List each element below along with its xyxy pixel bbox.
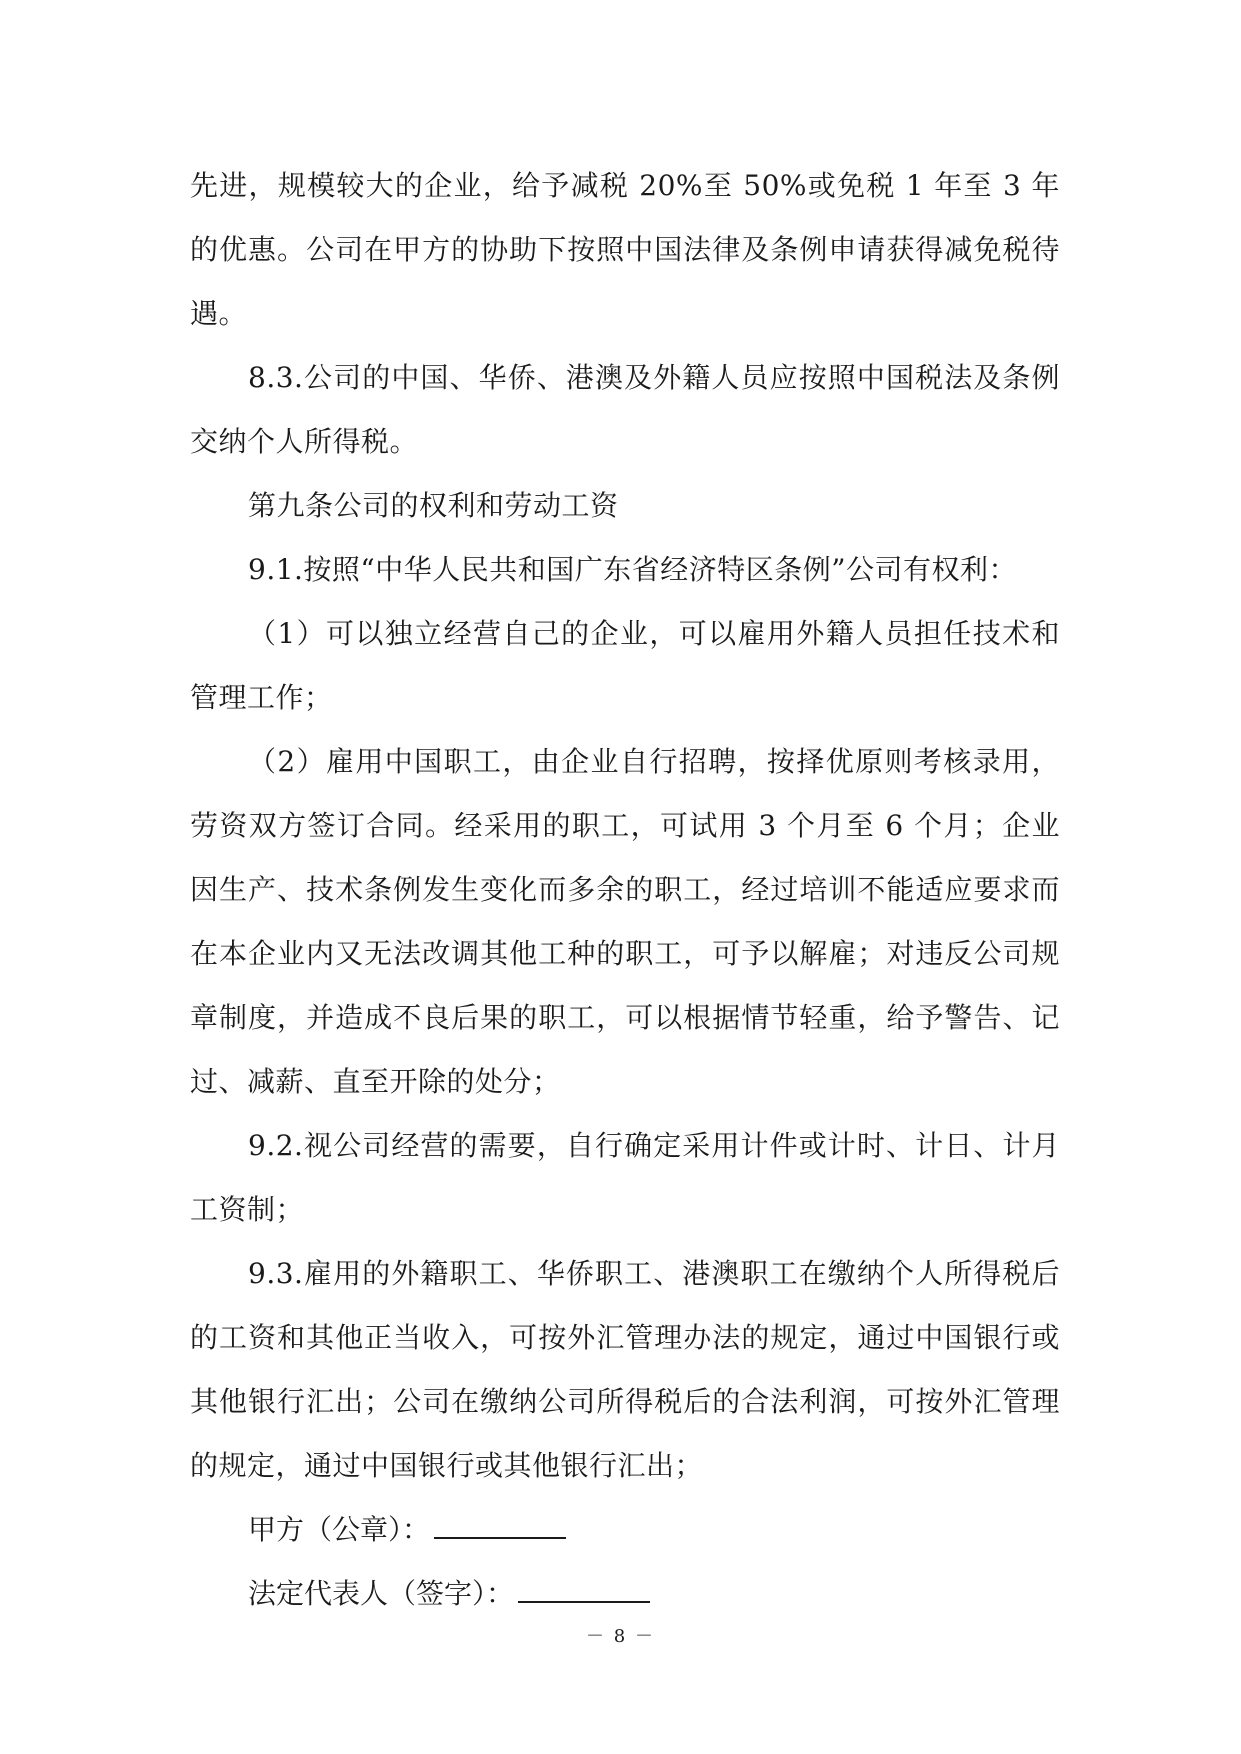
party-a-seal-line xyxy=(190,1498,1060,1562)
paragraph-9-3: 9.3.雇用的外籍职工、华侨职工、港澳职工在缴纳个人所得税后的工资和其他正当收入，可按外汇管理办法的规定，通过中国银行或其他银行汇出；公司在缴纳公司所得税后的合法利润，可按外汇管理的规定，通过中国银行或其他银行汇出； xyxy=(190,1257,1060,1482)
party-a-seal-blank xyxy=(434,1509,566,1539)
article-9-heading: 第九条公司的权利和劳动工资 xyxy=(248,489,619,522)
paragraph-9-2: 9.2.视公司经营的需要，自行确定采用计件或计时、计日、计月工资制； xyxy=(190,1129,1060,1226)
paragraph-8-3: 8.3.公司的中国、华侨、港澳及外籍人员应按照中国税法及条例交纳个人所得税。 xyxy=(190,361,1060,458)
paragraph-9-1: 9.1.按照“中华人民共和国广东省经济特区条例”公司有权利： xyxy=(248,553,1018,586)
party-a-seal-label: 甲方（公章）： xyxy=(248,1513,431,1546)
paragraph-9-1-item-1: （1）可以独立经营自己的企业，可以雇用外籍人员担任技术和管理工作； xyxy=(190,617,1060,714)
paragraph-9-1-item-2: （2）雇用中国职工，由企业自行招聘，按择优原则考核录用，劳资双方签订合同。经采用的职工，可试用 3 个月至 6 个月；企业因生产、技术条例发生变化而多余的职工，经过培训不能适应要求而在本企业内又无法改调其他工种的职工，可予以解雇；对违反公司规章制度，并造成不良后果的职工，可以根据情节轻重，给予警告、记过、减薪、直至开除的处分； xyxy=(190,745,1060,1098)
page-number: － 8 － xyxy=(586,1626,655,1647)
legal-representative-blank xyxy=(518,1573,650,1603)
legal-representative-signature-line xyxy=(190,1562,1060,1626)
document-body xyxy=(190,154,1060,1626)
legal-representative-label: 法定代表人（签字）： xyxy=(248,1577,515,1610)
paragraph-tax-reduction-continued: 先进，规模较大的企业，给予减税 20%至 50%或免税 1 年至 3 年的优惠。公司在甲方的协助下按照中国法律及条例申请获得减免税待遇。 xyxy=(190,169,1060,330)
